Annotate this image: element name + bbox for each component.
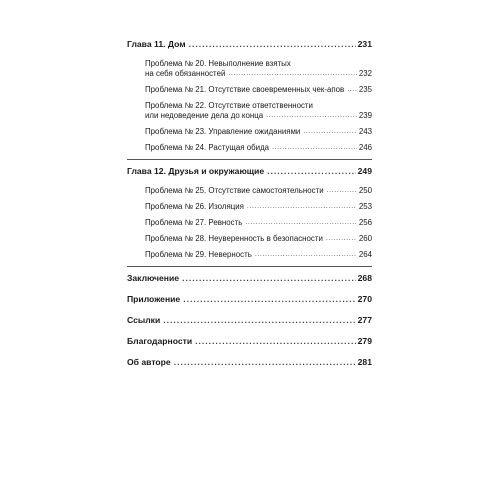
toc-entry-title: Глава 11. Дом (127, 39, 186, 49)
toc-entry-references (127, 315, 372, 326)
toc-entry-title: Глава 12. Друзья и окружающие (127, 166, 265, 176)
leader-dots (326, 234, 357, 244)
leader-dots (183, 294, 355, 305)
leader-dots (272, 143, 357, 153)
toc-entry-page: 250 (358, 186, 372, 195)
leader-dots (247, 202, 357, 212)
toc-entry-page: 239 (358, 111, 372, 120)
toc-entry-title: Проблема № 23. Управление ожиданиями (145, 127, 301, 136)
leader-dots (163, 315, 355, 326)
toc-entry-problem-22 (145, 101, 372, 121)
toc-entry-title-line2: на себя обязанностей (145, 69, 226, 78)
toc-entry-title-line2: или недоведение дела до конца (145, 111, 264, 120)
toc-entry-title: Проблема № 27. Ревность (145, 218, 243, 227)
toc-entry-conclusion (127, 273, 372, 284)
leader-dots (189, 39, 356, 50)
toc-entry-page: 270 (357, 294, 372, 304)
toc-entry-title: Ссылки (127, 315, 161, 325)
toc-entry-page: 243 (358, 127, 372, 136)
toc-entry-problem-24 (145, 143, 372, 153)
toc-entry-page: 253 (358, 202, 372, 211)
toc-entry-page: 264 (358, 250, 372, 259)
toc-entry-title: Благодарности (127, 336, 193, 346)
toc-entry-problem-23 (145, 127, 372, 137)
toc-entry-title: Проблема № 25. Отсутствие самостоятельности (145, 186, 324, 195)
toc-entry-page: 232 (358, 69, 372, 78)
toc-entry-title: Проблема № 21. Отсутствие своевременных чек-апов (145, 85, 345, 94)
toc-entry-chapter-11 (127, 39, 372, 50)
toc-entry-problem-29 (145, 250, 372, 260)
toc-entry-appendix (127, 294, 372, 305)
toc-entry-title-line1: Проблема № 22. Отсутствие ответственности (145, 101, 313, 110)
toc-entry-problem-26 (145, 202, 372, 212)
toc-entry-title: Приложение (127, 294, 181, 304)
toc-entry-problem-28 (145, 234, 372, 244)
toc-entry-page: 279 (357, 336, 372, 346)
toc-entry-page: 249 (357, 166, 372, 176)
toc-entry-page: 281 (357, 357, 372, 367)
leader-dots (255, 250, 357, 260)
table-of-contents (127, 39, 372, 368)
toc-entry-title: Проблема № 26. Изоляция (145, 202, 244, 211)
toc-entry-page: 235 (358, 85, 372, 94)
leader-dots (228, 69, 356, 79)
toc-entry-title: Об авторе (127, 357, 171, 367)
toc-entry-page: 277 (357, 315, 372, 325)
toc-entry-acknowledgements (127, 336, 372, 347)
toc-entry-title-line1: Проблема № 20. Невыполнение взятых (145, 59, 291, 68)
toc-entry-problem-21 (145, 85, 372, 95)
toc-entry-problem-25 (145, 186, 372, 196)
leader-dots (303, 127, 356, 137)
toc-entry-page: 231 (357, 39, 372, 49)
toc-entry-title: Проблема № 24. Растущая обида (145, 143, 270, 152)
toc-entry-problem-20 (145, 59, 372, 79)
toc-entry-about-author (127, 357, 372, 368)
leader-dots (174, 357, 356, 368)
leader-dots (267, 166, 356, 177)
toc-entry-title: Заключение (127, 273, 180, 283)
toc-entry-page: 260 (358, 234, 372, 243)
leader-dots (195, 336, 356, 347)
leader-dots (347, 85, 357, 95)
toc-entry-problem-27 (145, 218, 372, 228)
toc-entry-page: 268 (357, 273, 372, 283)
toc-entry-chapter-12 (127, 166, 372, 177)
leader-dots (266, 111, 357, 121)
leader-dots (182, 273, 356, 284)
toc-entry-page: 246 (358, 143, 372, 152)
leader-dots (327, 186, 357, 196)
toc-entry-title: Проблема № 29. Неверность (145, 250, 252, 259)
toc-entry-title: Проблема № 28. Неуверенность в безопасности (145, 234, 323, 243)
leader-dots (245, 218, 356, 228)
toc-entry-page: 256 (358, 218, 372, 227)
